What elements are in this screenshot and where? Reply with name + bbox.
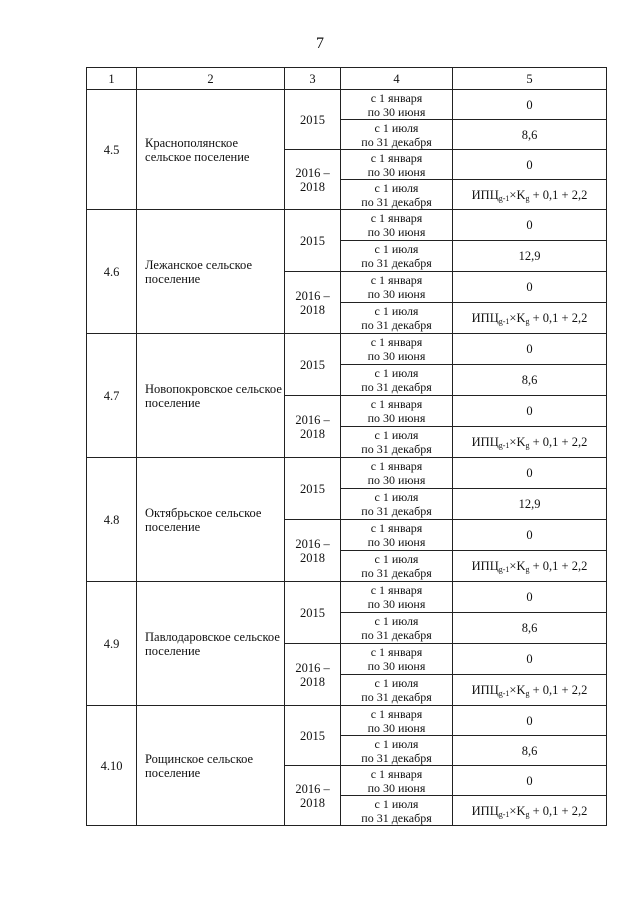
period-start: с 1 июля <box>374 304 419 318</box>
table-row <box>87 458 607 489</box>
period-start: с 1 января <box>370 645 423 659</box>
period-cell <box>341 272 453 303</box>
period-start: с 1 июля <box>374 736 419 751</box>
period-start: с 1 июля <box>374 614 419 628</box>
period-cell <box>341 489 453 520</box>
period-cell <box>341 241 453 272</box>
year-cell: 2016 – 2018 <box>285 520 341 582</box>
period-start: с 1 июля <box>374 366 419 380</box>
period-end: по 30 июня <box>367 164 426 179</box>
settlement-name: Павлодаровское сельское поселение <box>137 582 285 706</box>
table-row <box>87 210 607 241</box>
header-cell-3: 3 <box>285 68 341 90</box>
period-cell <box>341 303 453 334</box>
period-end: по 30 июня <box>367 780 426 795</box>
value-cell: 0 <box>453 150 607 180</box>
formula-cpi: ИПЦ <box>471 187 499 202</box>
year-cell: 2016 – 2018 <box>285 766 341 826</box>
value-cell: 0 <box>453 582 607 613</box>
formula-sub-g: g <box>525 689 530 698</box>
formula-sub-g: g <box>525 565 530 574</box>
period-end: по 31 декабря <box>361 810 432 825</box>
header-cell-2: 2 <box>137 68 285 90</box>
period-cell <box>341 458 453 489</box>
formula-cpi: ИПЦ <box>471 311 499 325</box>
formula-sub-prev: g-1 <box>498 317 510 326</box>
settlement-name: Рощинское сельское поселение <box>137 706 285 826</box>
row-number: 4.6 <box>87 210 137 334</box>
period-start: с 1 января <box>370 90 423 105</box>
period-start: с 1 января <box>370 706 423 721</box>
page-number: 7 <box>316 35 324 52</box>
value-cell: 0 <box>453 272 607 303</box>
value-cell: 8,6 <box>453 120 607 150</box>
period-cell <box>341 150 453 180</box>
period-start: с 1 января <box>370 150 423 165</box>
formula-sub-g: g <box>525 317 530 326</box>
period-cell <box>341 644 453 675</box>
period-cell <box>341 365 453 396</box>
settlement-name: Октябрьское сельское поселение <box>137 458 285 582</box>
period-cell <box>341 396 453 427</box>
period-end: по 31 декабря <box>361 256 432 270</box>
formula-addends: + 0,1 + 2,2 <box>529 187 588 202</box>
period-cell <box>341 796 453 826</box>
period-end: по 30 июня <box>367 225 426 239</box>
period-end: по 30 июня <box>367 473 426 487</box>
period-cell <box>341 766 453 796</box>
formula-addends: + 0,1 + 2,2 <box>529 803 588 818</box>
period-end: по 31 декабря <box>361 318 432 332</box>
period-end: по 30 июня <box>367 104 426 119</box>
formula-addends: + 0,1 + 2,2 <box>529 435 588 449</box>
period-start: с 1 января <box>370 766 423 781</box>
period-start: с 1 января <box>370 335 423 349</box>
period-end: по 31 декабря <box>361 442 432 456</box>
formula-cell <box>453 303 607 334</box>
formula-cpi: ИПЦ <box>471 803 499 818</box>
period-start: с 1 июля <box>374 242 419 256</box>
value-cell: 8,6 <box>453 365 607 396</box>
period-cell <box>341 613 453 644</box>
year-cell: 2015 <box>285 90 341 150</box>
period-end: по 30 июня <box>367 349 426 363</box>
period-end: по 31 декабря <box>361 628 432 642</box>
settlement-name: Новопокровское сельское поселение <box>137 334 285 458</box>
formula-sub-prev: g-1 <box>498 689 510 698</box>
period-cell <box>341 582 453 613</box>
period-start: с 1 июля <box>374 180 419 195</box>
period-start: с 1 января <box>370 583 423 597</box>
period-cell <box>341 706 453 736</box>
period-end: по 31 декабря <box>361 380 432 394</box>
period-end: по 30 июня <box>367 659 426 673</box>
period-start: с 1 июля <box>374 552 419 566</box>
row-number: 4.10 <box>87 706 137 826</box>
period-cell <box>341 334 453 365</box>
settlement-name: Лежанское сельское поселение <box>137 210 285 334</box>
formula-cell <box>453 180 607 210</box>
period-end: по 30 июня <box>367 535 426 549</box>
formula-sub-prev: g-1 <box>498 441 510 450</box>
year-cell: 2015 <box>285 334 341 396</box>
table-row <box>87 706 607 736</box>
formula-cpi: ИПЦ <box>471 435 499 449</box>
period-start: с 1 января <box>370 273 423 287</box>
period-cell <box>341 180 453 210</box>
year-cell: 2016 – 2018 <box>285 150 341 210</box>
period-cell <box>341 736 453 766</box>
formula-coeff: ×K <box>509 435 526 449</box>
period-end: по 30 июня <box>367 720 426 735</box>
year-cell: 2016 – 2018 <box>285 644 341 706</box>
period-end: по 31 декабря <box>361 194 432 209</box>
period-cell <box>341 551 453 582</box>
value-cell: 12,9 <box>453 489 607 520</box>
formula-coeff: ×K <box>509 803 526 818</box>
table-header-row <box>87 68 607 90</box>
formula-cpi: ИПЦ <box>471 559 499 573</box>
formula-sub-prev: g-1 <box>498 809 510 819</box>
formula-sub-g: g <box>525 193 530 203</box>
period-start: с 1 июля <box>374 490 419 504</box>
period-start: с 1 января <box>370 397 423 411</box>
year-cell: 2015 <box>285 582 341 644</box>
value-cell: 0 <box>453 210 607 241</box>
tariff-table <box>86 67 607 826</box>
formula-cpi: ИПЦ <box>471 683 499 697</box>
formula-addends: + 0,1 + 2,2 <box>529 311 588 325</box>
value-cell: 12,9 <box>453 241 607 272</box>
value-cell: 0 <box>453 90 607 120</box>
formula-cell <box>453 427 607 458</box>
period-start: с 1 января <box>370 521 423 535</box>
period-end: по 30 июня <box>367 287 426 301</box>
row-number: 4.8 <box>87 458 137 582</box>
formula-cell <box>453 551 607 582</box>
formula-cell <box>453 675 607 706</box>
header-cell-5: 5 <box>453 68 607 90</box>
table-row <box>87 90 607 120</box>
value-cell: 0 <box>453 766 607 796</box>
formula-sub-g: g <box>525 441 530 450</box>
period-start: с 1 июля <box>374 428 419 442</box>
formula-cell <box>453 796 607 826</box>
period-end: по 31 декабря <box>361 690 432 704</box>
period-start: с 1 января <box>370 459 423 473</box>
period-start: с 1 июля <box>374 796 419 811</box>
period-end: по 30 июня <box>367 411 426 425</box>
formula-addends: + 0,1 + 2,2 <box>529 559 588 573</box>
period-start: с 1 июля <box>374 676 419 690</box>
period-cell <box>341 90 453 120</box>
value-cell: 8,6 <box>453 613 607 644</box>
period-end: по 31 декабря <box>361 566 432 580</box>
table-row <box>87 334 607 365</box>
row-number: 4.9 <box>87 582 137 706</box>
formula-addends: + 0,1 + 2,2 <box>529 683 588 697</box>
formula-coeff: ×K <box>509 559 526 573</box>
formula-coeff: ×K <box>509 683 526 697</box>
value-cell: 0 <box>453 706 607 736</box>
year-cell: 2016 – 2018 <box>285 396 341 458</box>
period-start: с 1 января <box>370 211 423 225</box>
formula-sub-prev: g-1 <box>498 565 510 574</box>
year-cell: 2016 – 2018 <box>285 272 341 334</box>
period-cell <box>341 427 453 458</box>
table-row <box>87 582 607 613</box>
period-cell <box>341 520 453 551</box>
period-end: по 31 декабря <box>361 134 432 149</box>
formula-sub-prev: g-1 <box>498 193 510 203</box>
period-end: по 31 декабря <box>361 750 432 765</box>
value-cell: 0 <box>453 458 607 489</box>
year-cell: 2015 <box>285 458 341 520</box>
formula-coeff: ×K <box>509 187 526 202</box>
header-cell-1: 1 <box>87 68 137 90</box>
year-cell: 2015 <box>285 210 341 272</box>
row-number: 4.5 <box>87 90 137 210</box>
period-end: по 31 декабря <box>361 504 432 518</box>
period-end: по 30 июня <box>367 597 426 611</box>
value-cell: 8,6 <box>453 736 607 766</box>
period-cell <box>341 210 453 241</box>
period-cell <box>341 120 453 150</box>
formula-sub-g: g <box>525 809 530 819</box>
value-cell: 0 <box>453 520 607 551</box>
period-cell <box>341 675 453 706</box>
value-cell: 0 <box>453 334 607 365</box>
formula-coeff: ×K <box>509 311 526 325</box>
header-cell-4: 4 <box>341 68 453 90</box>
value-cell: 0 <box>453 644 607 675</box>
year-cell: 2015 <box>285 706 341 766</box>
period-start: с 1 июля <box>374 120 419 135</box>
settlement-name: Краснополянское сельское поселение <box>137 90 285 210</box>
row-number: 4.7 <box>87 334 137 458</box>
value-cell: 0 <box>453 396 607 427</box>
